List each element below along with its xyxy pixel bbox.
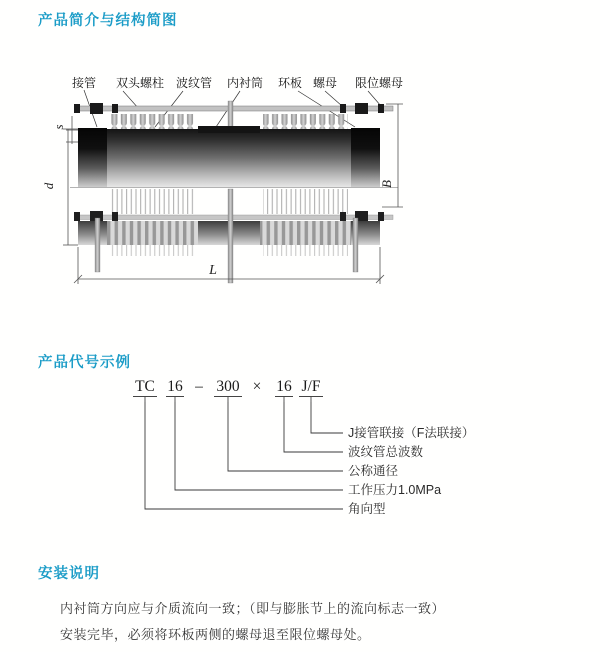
dimension-B	[379, 104, 403, 207]
dim-label-d: d	[41, 182, 56, 190]
part-label-bellows: 波纹管	[175, 76, 213, 90]
part-label-liner: 内衬筒	[226, 76, 264, 90]
install-line-1: 内衬筒方向应与介质流向一致；（即与膨胀节上的流向标志一致）	[60, 601, 446, 616]
product-code-diagram	[100, 372, 500, 550]
code-part-diameter: 300	[216, 378, 240, 395]
structure-diagram	[40, 60, 465, 310]
part-labels	[72, 75, 403, 90]
part-label-nut: 螺母	[312, 76, 338, 90]
dimension-s	[51, 116, 78, 144]
install-instructions	[60, 596, 540, 648]
code-part-dash: –	[195, 378, 203, 395]
annotation-pressure: 工作压力1.0MPa	[348, 483, 442, 497]
code-underlines	[133, 397, 323, 403]
annotation-diameter: 公称通径	[348, 464, 399, 478]
flange-low-left	[78, 221, 107, 245]
part-label-stud: 双头螺柱	[115, 76, 165, 90]
annotation-waves: 波纹管总波数	[348, 445, 424, 459]
dim-label-s: s	[51, 124, 66, 130]
section-title-code: 产品代号示例	[38, 355, 131, 371]
dim-label-L: L	[209, 263, 217, 278]
part-label-pipe-end: 接管	[71, 76, 97, 90]
code-part-pressure: 16	[167, 378, 183, 395]
section-title-intro: 产品简介与结构简图	[38, 13, 178, 29]
pipe-end-right	[351, 128, 380, 187]
center-stud-top	[228, 101, 233, 129]
product-code	[135, 378, 321, 395]
install-line-2: 安装完毕，必须将环板两侧的螺母退至限位螺母处。	[60, 627, 371, 642]
pipe-end-left	[78, 128, 107, 187]
liner-collar	[198, 126, 260, 133]
part-label-limit-nut: 限位螺母	[354, 76, 404, 90]
code-part-connection: J/F	[301, 378, 321, 395]
joint-body	[78, 126, 380, 187]
section-title-install: 安装说明	[38, 566, 100, 582]
annotation-type: 角向型	[348, 502, 386, 516]
annotation-labels	[348, 425, 474, 516]
dimension-d	[41, 129, 78, 245]
annotation-connectors	[145, 402, 343, 509]
code-part-times: ×	[252, 378, 262, 395]
dim-label-B: B	[379, 180, 394, 188]
part-label-ring-plate: 环板	[277, 76, 303, 90]
lower-section	[74, 189, 393, 283]
code-part-waves: 16	[276, 378, 292, 395]
annotation-connection: J接管联接（F法联接）	[348, 426, 475, 440]
code-part-type: TC	[135, 378, 155, 395]
